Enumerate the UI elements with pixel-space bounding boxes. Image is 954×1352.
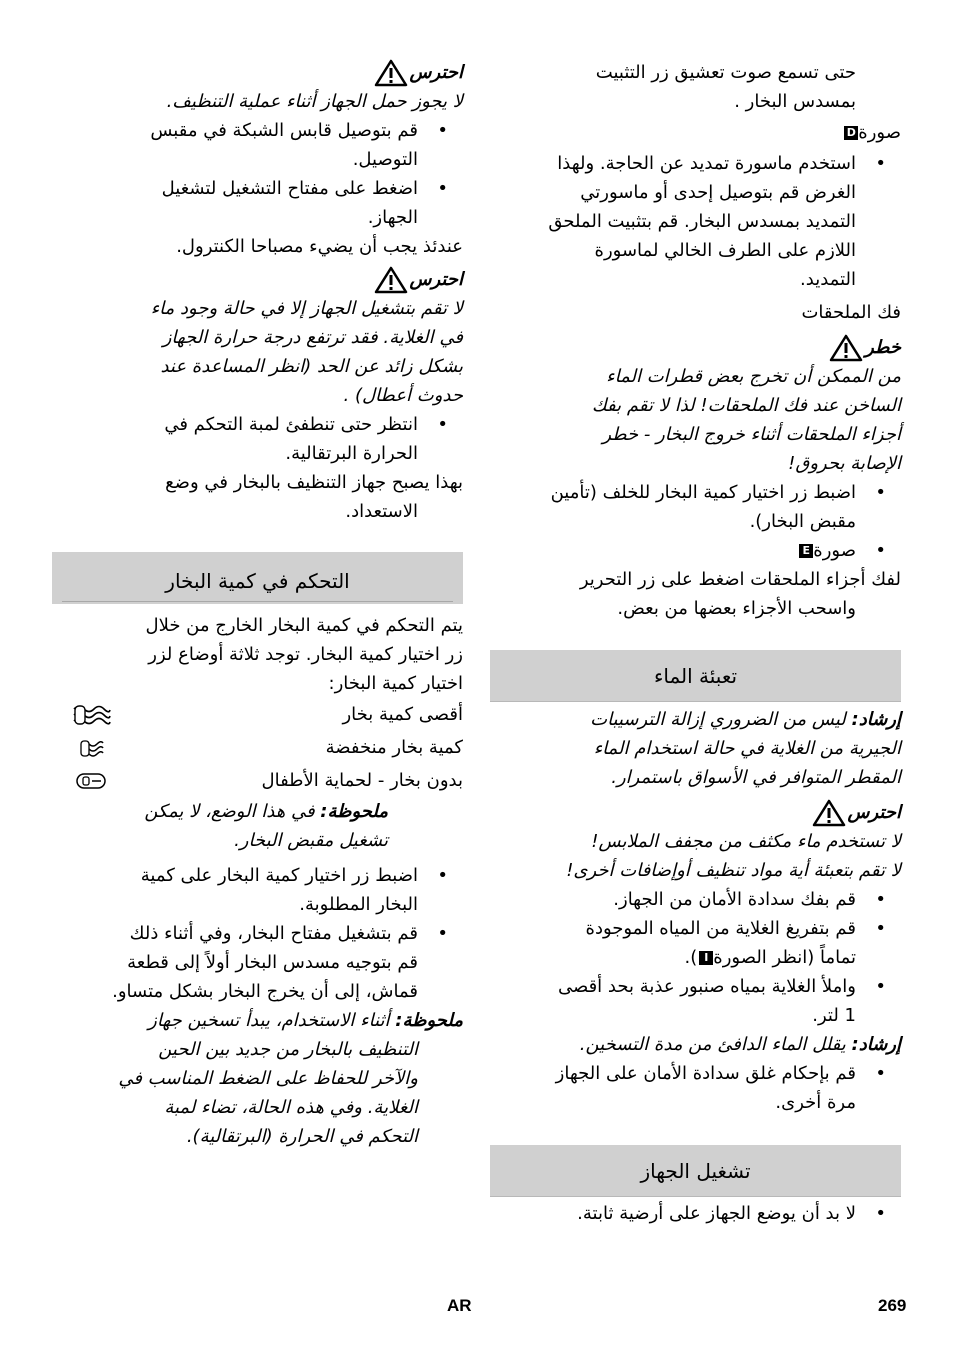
steam-modes-list (52, 698, 463, 797)
figure-d-ref (490, 118, 901, 147)
text-line: لا تستخدم ماء مكثف من مجفف الملابس! (591, 831, 901, 852)
caution-text: لا يجوز حمل الجهاز أثناء عملية التنظيف. (166, 91, 463, 112)
note-label: ملحوظة: (395, 1010, 463, 1031)
text-line: حتى تسمع صوت تعشيق زر التثبيت (595, 62, 856, 83)
extension-bullet (490, 149, 901, 294)
text-line: التمديد بمسدس البخار. قم بتثبيت الملحق (548, 211, 856, 232)
section-title: تعبئة الماء (653, 663, 738, 688)
text-line: التمديد. (800, 269, 856, 290)
text-line: التحكم في الحرارة (البرتقالية). (186, 1126, 418, 1147)
caution-label: احترس (409, 62, 463, 83)
figure-e-icon: E (799, 544, 813, 558)
list-item (490, 478, 901, 536)
list-item (52, 919, 463, 1006)
figure-d-icon: D (844, 126, 858, 140)
text-line: اللازم على الطرف الخالي لماسورة (594, 240, 856, 261)
caution-label: احترس (409, 269, 463, 290)
text-line: الجهاز. (367, 207, 418, 228)
floor-bullet (490, 1199, 901, 1228)
hint-warm-water (490, 1030, 901, 1059)
startup-bullets (52, 116, 463, 232)
mode-label: أقصى كمية بخار (342, 704, 463, 725)
section-header-steam (52, 552, 463, 604)
text-line: • واملأ الغلاية بمياه صنبور عذبة بحد أقصى (557, 976, 856, 997)
text-line: • قم بتشغيل مفتاح البخار، وفي أثناء ذلك (129, 923, 418, 944)
text-line: بشكل زائد عن الحد (انظر المساعدة عند (160, 356, 463, 377)
list-item (52, 174, 463, 232)
text-line: أجزاء الملحقات أثناء خروج البخار - خطر (602, 424, 901, 445)
text-line: الاستعداد. (345, 501, 418, 522)
text-line: لفك أجزاء الملحقات اضغط على زر التحرير (579, 569, 901, 590)
text-line: يتم التحكم في كمية البخار الخارج من خلال (145, 615, 463, 636)
text-line: التنظيف بالبخار من جديد بين الحين (158, 1039, 418, 1060)
caution-title (490, 798, 901, 827)
left-column (52, 58, 463, 1151)
figure-label: صورة (813, 540, 856, 561)
intro-text (490, 58, 901, 116)
text-line: • اضبط زر اختيار كمية البخار على كمية (140, 865, 418, 886)
detach-heading: فك الملحقات (801, 302, 901, 323)
text-line: لا تقم بتعبئة أية مواد تنظيف أوإضافات أخرى! (566, 860, 901, 881)
steam-mode-off (52, 764, 463, 797)
hint-label: إرشاد: (851, 1034, 901, 1055)
text-line: تماماً (انظر الصورة (713, 947, 856, 968)
text-line: والآخر للحفاظ على الضغط المناسب في (118, 1068, 418, 1089)
warning-triangle-icon (374, 266, 408, 294)
warning-triangle-icon (829, 334, 863, 362)
text-line: 1 لتر. (812, 1005, 856, 1026)
text-line: بمسدس البخار . (734, 91, 856, 112)
steam-intro (52, 611, 463, 698)
warning-triangle-icon (812, 799, 846, 827)
text-line: الحرارة البرتقالية. (285, 443, 418, 464)
text-line: الجيرية من الغلاية في حالة استخدام الماء (593, 738, 901, 759)
text-line: في هذا الوضع، لا يمكن (144, 801, 315, 822)
section-title: التحكم في كمية البخار (165, 569, 350, 593)
text-line: الإصابة بحروق! (788, 453, 901, 474)
text-line: الساخن عند فك الملحقات! لذا لا تقم بفك (591, 395, 901, 416)
text-line: • استخدم ماسورة تمديد عن الحاجة. ولهذا (557, 153, 856, 174)
text-line: بهذا يصبح جهاز التنظيف بالبخار في وضع (165, 472, 463, 493)
danger-text (490, 362, 901, 478)
low-steam-icon (52, 737, 130, 759)
text-line: مقبض البخار). (749, 511, 856, 532)
danger-label: خطر (865, 337, 901, 358)
right-column (490, 58, 901, 1228)
list-item (490, 149, 901, 294)
note-label: ملحوظة: (320, 801, 388, 822)
text-line: • قم بتوصيل قابس الشبكة في مقبس (150, 120, 418, 141)
steam-bullets (52, 861, 463, 1006)
text-line: يقلل الماء الدافئ من مدة التسخين. (579, 1034, 846, 1055)
list-item (490, 914, 901, 972)
text-line: الغلاية. وفي هذه الحالة، تضاء لمبة (164, 1097, 418, 1118)
caution-water-text (490, 827, 901, 885)
danger-title (490, 333, 901, 362)
text-line: المقطر المتوافر في الأسواق باستمرار. (611, 767, 901, 788)
mode-label: كمية بخار منخفضة (325, 737, 463, 758)
text-line: • انتظر حتى تنطفئ لمبة التحكم في (164, 414, 418, 435)
text-line: مرة أخرى. (775, 1092, 856, 1113)
close-bullet (490, 1059, 901, 1117)
text-line: التوصيل. (352, 149, 418, 170)
max-steam-icon (52, 702, 130, 728)
text-line: ليس من الضروري إزالة الترسيبات (590, 709, 846, 730)
lamps-text: عندئذ يجب أن يضيء مصباحا الكنترول. (176, 236, 463, 257)
text-line: • اضغط على مفتاح التشغيل لتشغيل (161, 178, 418, 199)
figure-e-ref (490, 536, 901, 565)
list-item (52, 410, 463, 468)
text-line: قماش، إلى أن يخرج البخار بشكل متساو. (112, 981, 418, 1002)
warning-triangle-icon (374, 59, 408, 87)
list-item (490, 1199, 901, 1228)
text-line: لا تقم بتشغيل الجهاز إلا في حالة وجود ماء (150, 298, 463, 319)
text-line: أثناء الاستخدام، يبدأ تسخين جهاز (148, 1010, 390, 1031)
hint-deposits (490, 705, 901, 792)
text-line: • قم بفك سدادة الأمان من الجهاز. (613, 889, 856, 910)
section-header-operation (490, 1145, 901, 1197)
caution-boiler-text (52, 294, 463, 410)
wait-bullet (52, 410, 463, 468)
text-line: قم بتوجيه مسدس البخار أولاً إلى قطعة (127, 952, 418, 973)
mode-note (52, 797, 463, 855)
list-item (52, 861, 463, 919)
water-bullets (490, 885, 901, 1030)
text-line: حدوث أعطال) . (343, 385, 463, 406)
text-line: في الغلاية. فقد ترتفع درجة حرارة الجهاز (162, 327, 463, 348)
caution-title (52, 265, 463, 294)
detach-text (490, 565, 901, 623)
text-line: تشغيل مقبض البخار. (234, 830, 388, 851)
section-underline (62, 601, 453, 602)
figure-label: صورة (858, 122, 901, 143)
text-line: زر اختيار كمية البخار. توجد ثلاثة أوضاع لزر (148, 644, 463, 665)
list-item (490, 885, 901, 914)
text-line: اختيار كمية البخار: (328, 673, 463, 694)
steam-back-bullets (490, 478, 901, 565)
language-code: AR (447, 1296, 472, 1315)
caution-title (52, 58, 463, 87)
list-item (490, 1059, 901, 1117)
text-line: • لا بد أن يوضع الجهاز على أرضية ثابتة. (577, 1203, 856, 1224)
mode-label: بدون بخار - لحماية الأطفال (261, 770, 463, 791)
use-note (52, 1006, 463, 1151)
text-line: من الممكن أن تخرج بعض قطرات الماء (606, 366, 901, 387)
text-line: • اضبط زر اختيار كمية البخار للخلف (تأمين (550, 482, 856, 503)
list-item (490, 972, 901, 1030)
ready-text (52, 468, 463, 526)
section-title: تشغيل الجهاز (640, 1158, 751, 1183)
no-steam-child-lock-icon (52, 771, 130, 791)
figure-i-icon: I (699, 951, 713, 965)
list-item (52, 116, 463, 174)
text-line: واسحب الأجزاء بعضها من بعض. (617, 598, 856, 619)
text-line: البخار المطلوبة. (299, 894, 418, 915)
text-line: الغرض قم بتوصيل إحدى أو ماسورتي (580, 182, 856, 203)
text-line: • قم بتفريغ الغلاية من المياه الموجودة (585, 918, 856, 939)
steam-mode-max (52, 698, 463, 731)
text-line: • قم بإحكام غلق سدادة الأمان على الجهاز (555, 1063, 856, 1084)
caution-label: احترس (847, 802, 901, 823)
text-line: ). (684, 947, 698, 968)
steam-mode-low (52, 731, 463, 764)
hint-label: إرشاد: (851, 709, 901, 730)
section-header-water (490, 650, 901, 702)
page-number: 269 (878, 1296, 907, 1315)
